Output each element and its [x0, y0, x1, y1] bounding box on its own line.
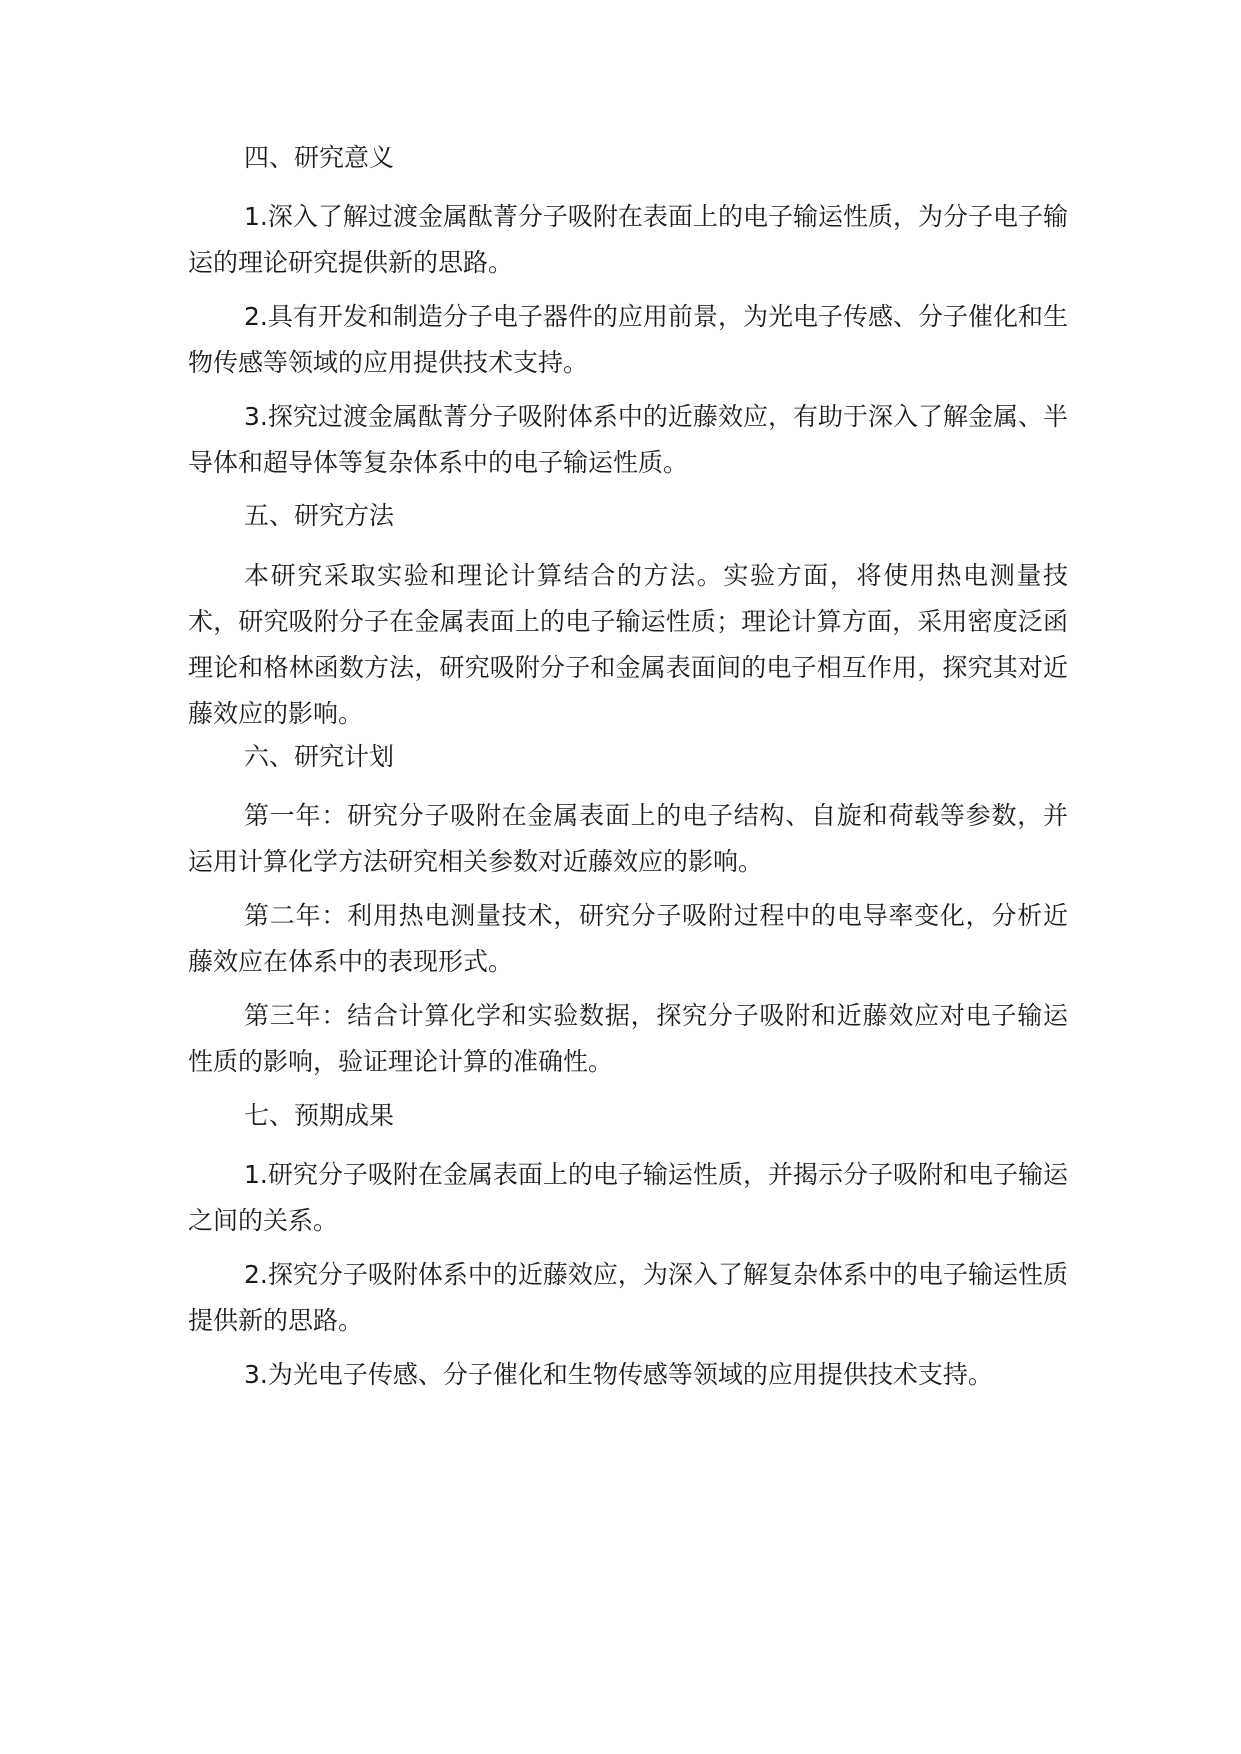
- significance-item-3: 3.探究过渡金属酞菁分子吸附体系中的近藤效应，有助于深入了解金属、半导体和超导体等复杂体系中的电子输运性质。: [188, 402, 1068, 477]
- result-item-2: 2.探究分子吸附体系中的近藤效应，为深入了解复杂体系中的电子输运性质提供新的思路。: [188, 1260, 1068, 1335]
- plan-year-3: 第三年：结合计算化学和实验数据，探究分子吸附和近藤效应对电子输运性质的影响，验证理论计算的准确性。: [188, 1001, 1068, 1076]
- significance-item-1: 1.深入了解过渡金属酞菁分子吸附在表面上的电子输运性质，为分子电子输运的理论研究提供新的思路。: [188, 202, 1068, 277]
- result-item-1: 1.研究分子吸附在金属表面上的电子输运性质，并揭示分子吸附和电子输运之间的关系。: [188, 1160, 1068, 1235]
- result-item-3: 3.为光电子传感、分子催化和生物传感等领域的应用提供技术支持。: [244, 1360, 993, 1389]
- significance-item-2: 2.具有开发和制造分子电子器件的应用前景，为光电子传感、分子催化和生物传感等领域的应用提供技术支持。: [188, 302, 1068, 377]
- section-heading-significance: 四、研究意义: [244, 143, 395, 172]
- methods-paragraph: 本研究采取实验和理论计算结合的方法。实验方面，将使用热电测量技术，研究吸附分子在金属表面上的电子输运性质；理论计算方面，采用密度泛函理论和格林函数方法，研究吸附分子和金属表面间的电子相互作用，探究其对近藤效应的影响。: [188, 561, 1068, 728]
- section-heading-results: 七、预期成果: [244, 1101, 395, 1130]
- plan-year-2: 第二年：利用热电测量技术，研究分子吸附过程中的电导率变化，分析近藤效应在体系中的表现形式。: [188, 901, 1068, 976]
- section-heading-plan: 六、研究计划: [244, 742, 395, 771]
- plan-year-1: 第一年：研究分子吸附在金属表面上的电子结构、自旋和荷载等参数，并运用计算化学方法研究相关参数对近藤效应的影响。: [188, 801, 1068, 876]
- section-heading-methods: 五、研究方法: [244, 501, 395, 530]
